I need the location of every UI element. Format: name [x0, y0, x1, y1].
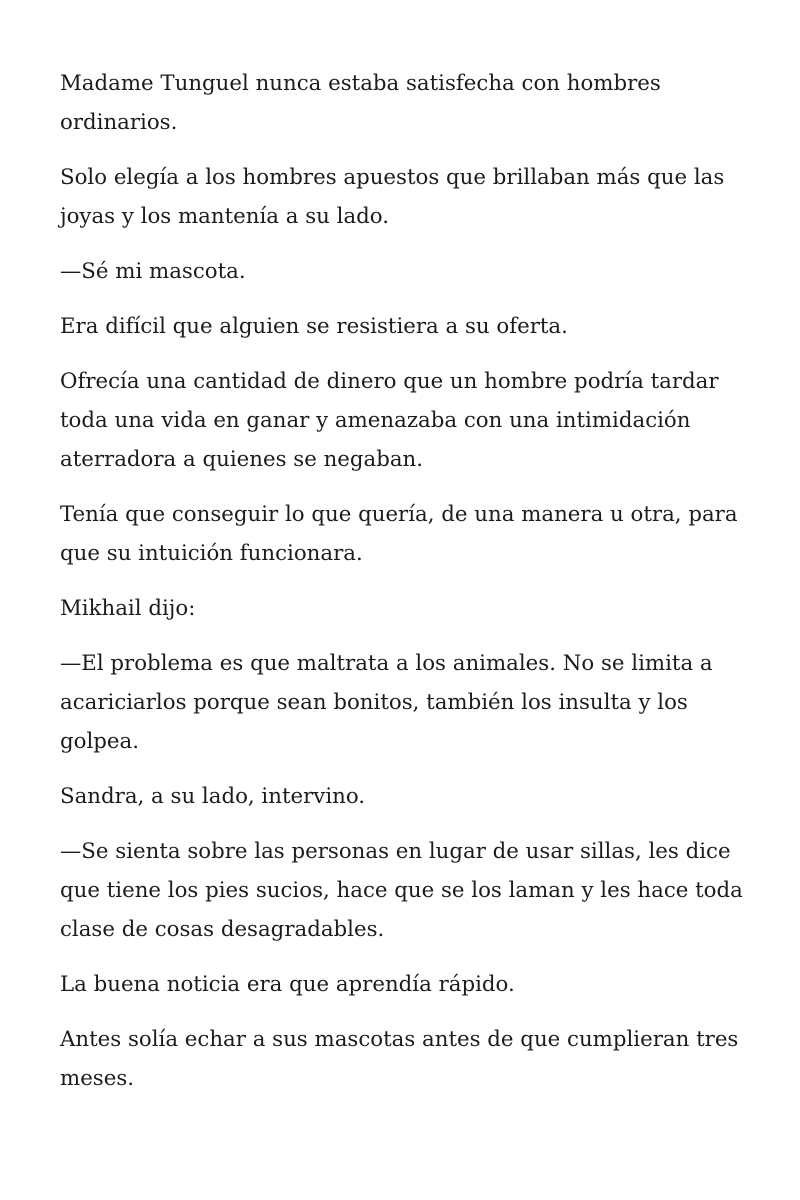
paragraph: Mikhail dijo:: [60, 596, 196, 621]
paragraph: Sandra, a su lado, intervino.: [60, 784, 366, 809]
paragraph: Solo elegía a los hombres apuestos que brillaban más que las joyas y los mantenía a su lado.: [60, 165, 725, 229]
paragraph: Antes solía echar a sus mascotas antes de que cumplieran tres meses.: [60, 1027, 739, 1091]
paragraph: Tenía que conseguir lo que quería, de una manera u otra, para que su intuición funcionara.: [60, 502, 738, 566]
paragraph: La buena noticia era que aprendía rápido.: [60, 972, 515, 997]
reading-page: [60, 64, 750, 1114]
paragraph: Ofrecía una cantidad de dinero que un hombre podría tardar toda una vida en ganar y amenazaba con una intimidación aterradora a quienes se negaban.: [60, 369, 719, 472]
paragraph: —Se sienta sobre las personas en lugar de usar sillas, les dice que tiene los pies sucios, hace que se los laman y les hace toda clase de cosas desagradables.: [60, 839, 743, 942]
paragraph: Era difícil que alguien se resistiera a su oferta.: [60, 314, 568, 339]
paragraph: —El problema es que maltrata a los animales. No se limita a acariciarlos porque sean bonitos, también los insulta y los golpea.: [60, 651, 713, 754]
paragraph: —Sé mi mascota.: [60, 259, 246, 284]
paragraph: Madame Tunguel nunca estaba satisfecha con hombres ordinarios.: [60, 71, 661, 135]
